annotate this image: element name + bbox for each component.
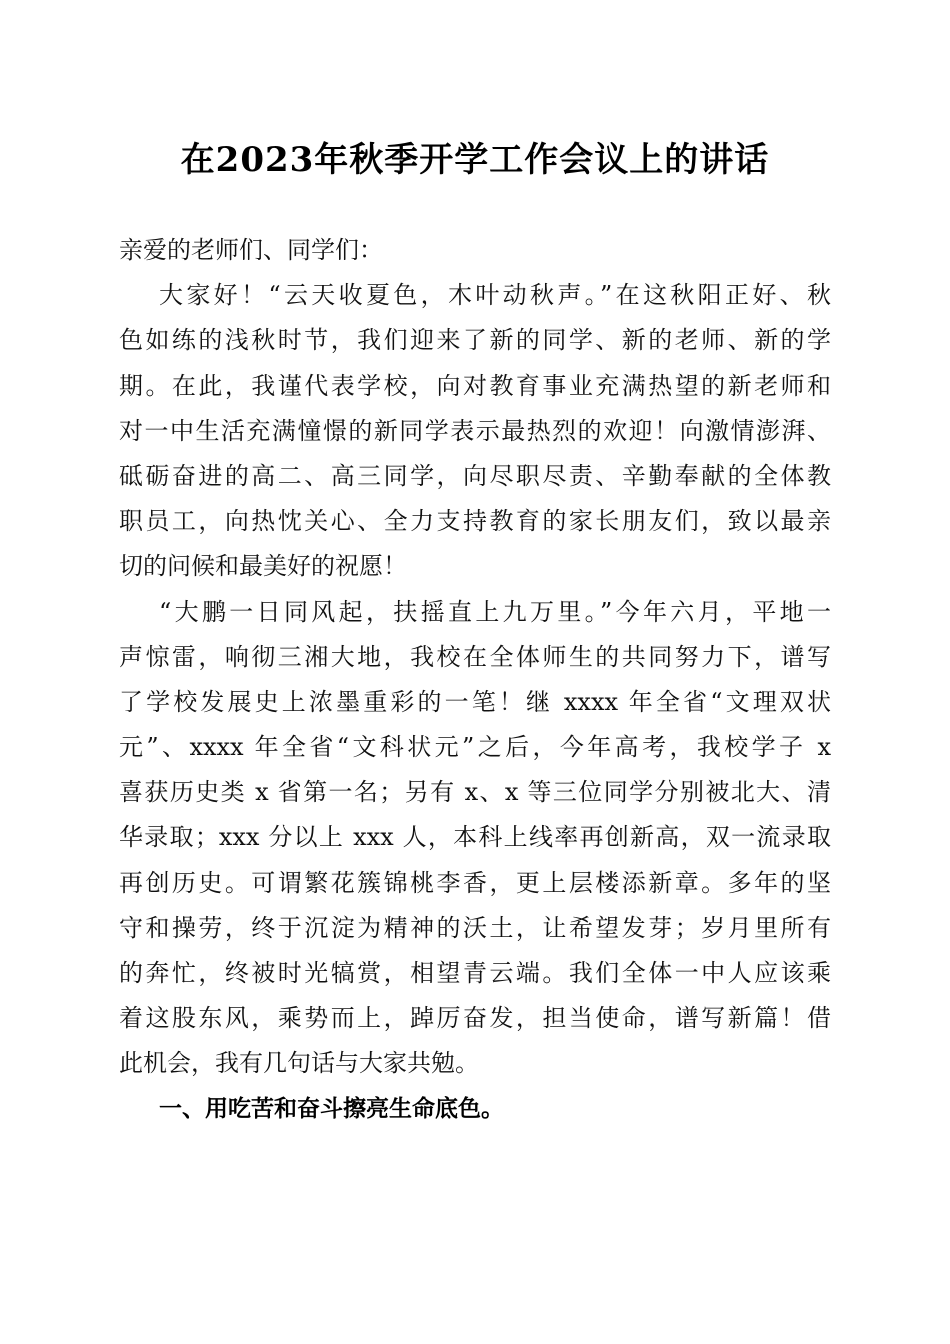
section-heading: 一、用吃苦和奋斗擦亮生命底色。 [159, 1095, 504, 1122]
paragraph-2-line: 华录取；xxx 分以上 xxx 人，本科上线率再创新高，双一流录取 [119, 823, 831, 852]
paragraph-2-line: 声惊雷，响彻三湘大地，我校在全体师生的共同努力下，谱写 [119, 642, 831, 671]
paragraph-2-line: 着这股东风，乘势而上，踔厉奋发，担当使命，谱写新篇！借 [119, 1004, 831, 1033]
paragraph-1-line: 色如练的浅秋时节，我们迎来了新的同学、新的老师、新的学 [119, 326, 831, 355]
paragraph-2-line: “大鹏一日同风起，扶摇直上九万里。”今年六月，平地一 [159, 597, 831, 626]
paragraph-1-line: 砥砺奋进的高二、高三同学，向尽职尽责、辛勤奉献的全体教 [119, 461, 831, 490]
paragraph-2-line: 了学校发展史上浓墨重彩的一笔！继 xxxx 年全省“文理双状 [119, 687, 831, 716]
document-body [119, 228, 831, 1132]
paragraph-2-line: 喜获历史类 x 省第一名；另有 x、x 等三位同学分别被北大、清 [119, 778, 831, 807]
paragraph-2-line: 此机会，我有几句话与大家共勉。 [119, 1049, 479, 1078]
paragraph-2-line: 守和操劳，终于沉淀为精神的沃土，让希望发芽；岁月里所有 [119, 913, 831, 942]
paragraph-2-line: 元”、xxxx 年全省“文科状元”之后，今年高考，我校学子 x [119, 733, 831, 762]
salutation: 亲爱的老师们、同学们： [119, 236, 383, 264]
document-title: 在2023年秋季开学工作会议上的讲话 [180, 140, 770, 180]
paragraph-1-line: 对一中生活充满憧憬的新同学表示最热烈的欢迎！向激情澎湃、 [119, 416, 831, 445]
paragraph-1-line: 切的问候和最美好的祝愿！ [119, 552, 407, 581]
paragraph-2-line: 的奔忙，终被时光犒赏，相望青云端。我们全体一中人应该乘 [119, 959, 831, 987]
paragraph-1-line: 职员工，向热忱关心、全力支持教育的家长朋友们，致以最亲 [119, 507, 831, 536]
paragraph-1-line: 大家好！“云天收夏色，木叶动秋声。”在这秋阳正好、秋 [159, 281, 831, 310]
paragraph-2-line: 再创历史。可谓繁花簇锦桃李香，更上层楼添新章。多年的坚 [119, 868, 831, 897]
paragraph-1-line: 期。在此，我谨代表学校，向对教育事业充满热望的新老师和 [119, 371, 831, 400]
